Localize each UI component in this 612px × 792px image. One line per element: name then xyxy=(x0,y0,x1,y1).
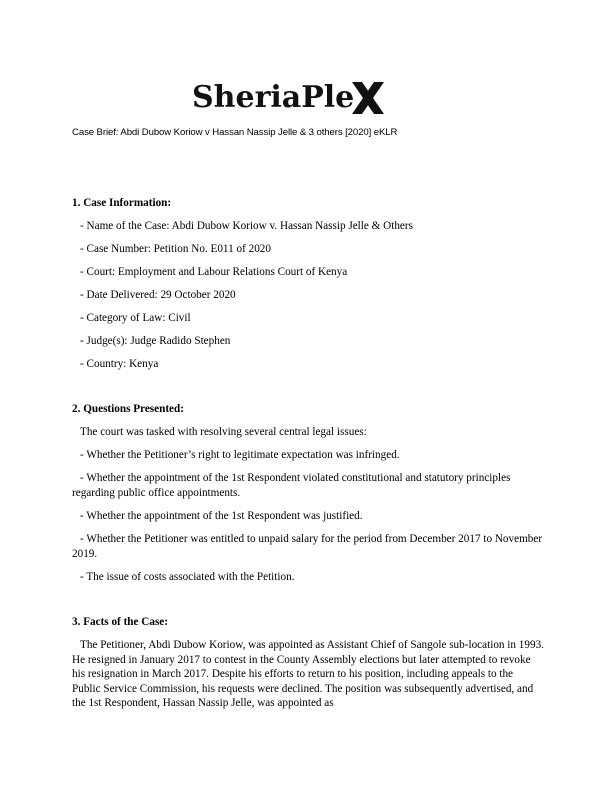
case-info-item: - Judge(s): Judge Radido Stephen xyxy=(80,335,231,347)
question-item: - Whether the appointment of the 1st Respondent was justified. xyxy=(80,510,363,522)
case-info-item: - Date Delivered: 29 October 2020 xyxy=(80,289,236,301)
case-info-item: - Name of the Case: Abdi Dubow Koriow v. Hassan Nassip Jelle & Others xyxy=(80,220,413,232)
questions-intro: The court was tasked with resolving several central legal issues: xyxy=(80,426,367,438)
case-info-item: - Category of Law: Civil xyxy=(80,312,191,324)
question-item: - Whether the appointment of the 1st Respondent violated constitutional and statutory principles regarding public office appointments. xyxy=(72,472,511,499)
section-heading-questions-presented: 2. Questions Presented: xyxy=(72,403,184,415)
case-info-item: - Country: Kenya xyxy=(80,358,159,370)
case-info-item: - Case Number: Petition No. E011 of 2020 xyxy=(80,243,271,255)
section-heading-case-information: 1. Case Information: xyxy=(72,197,172,209)
question-item: - The issue of costs associated with the Petition. xyxy=(80,571,295,583)
x-mark-icon xyxy=(350,78,386,118)
section-heading-facts: 3. Facts of the Case: xyxy=(72,616,169,628)
question-item: - Whether the Petitioner’s right to legitimate expectation was infringed. xyxy=(80,449,400,461)
brand-logo xyxy=(192,78,422,118)
case-info-item: - Court: Employment and Labour Relations Court of Kenya xyxy=(80,266,348,278)
brand-name: SheriaPle xyxy=(192,80,355,115)
facts-paragraph: The Petitioner, Abdi Dubow Koriow, was appointed as Assistant Chief of Sangole sub-location in 1993. He resigned in January 2017 to contest in the County Assembly elections but later attempted to revoke his resignation in March 2017. Despite his efforts to return to his position, including appeals to the Public Service Commission, his requests were declined. The position was subsequently advertised, and the 1st Respondent, Hassan Nassip Jelle, was appointed as xyxy=(72,639,544,710)
question-item: - Whether the Petitioner was entitled to unpaid salary for the period from December 2017 to November 2019. xyxy=(72,533,543,560)
case-brief-title: Case Brief: Abdi Dubow Koriow v Hassan Nassip Jelle & 3 others [2020] eKLR xyxy=(72,127,398,138)
